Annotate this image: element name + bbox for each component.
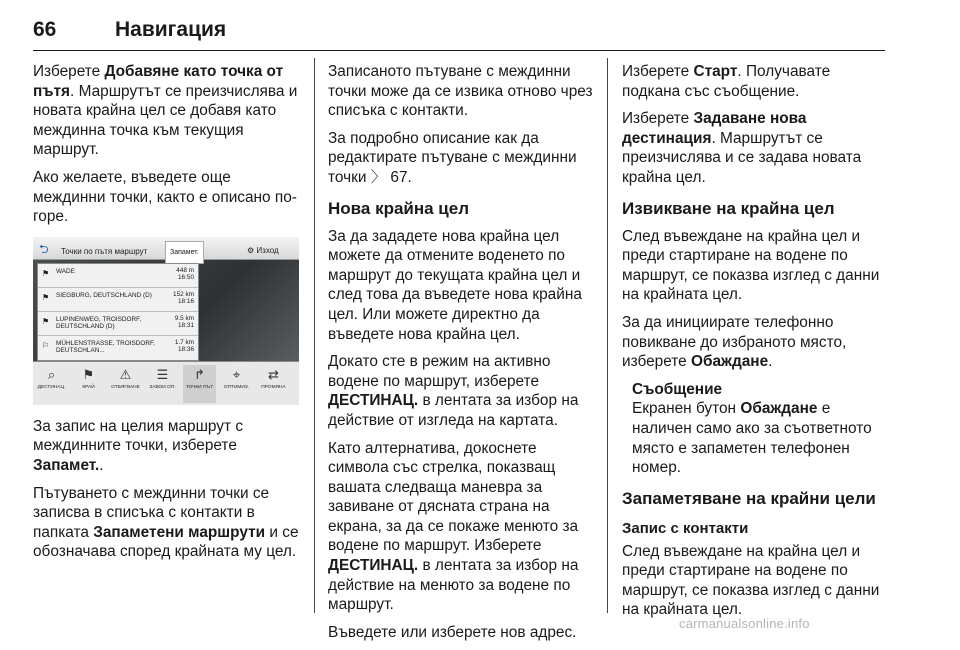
paragraph: Изберете Задаване нова дестинация. Маршрутът се преизчислява и се задава новата крайна цел. [622, 110, 862, 186]
paragraph: След въвеждане на крайна цел и преди стартиране на водене по маршрут, се показва изглед с данни на крайната цел. [622, 227, 880, 304]
page-number: 66 [33, 18, 57, 41]
column-2 [328, 62, 594, 650]
avoid-button[interactable]: ⚠ ОТБЯГВАНЕ [109, 365, 142, 403]
section-heading: Нова крайна цел [328, 198, 470, 218]
column-1 [33, 62, 299, 570]
paragraph: Пътуването с междинни точки се записва в списъка с контакти в папката Запаметени маршрути и се обозначава според крайната му цел. [33, 484, 299, 561]
page-ref-icon: 〉 [370, 168, 387, 186]
list-item[interactable]: ⚑ LUPINENWEG, TROISDORF, DEUTSCHLAND (D) 9.5 km 18:31 [38, 312, 198, 336]
search-icon: ⌕ [47, 366, 56, 382]
save-button[interactable]: Запамет. [165, 241, 204, 265]
end-flag-icon: ⚑ [82, 366, 95, 382]
note-box: Съобщение Екранен бутон Обаждане е наличен само ако за съответното място е запаметен телефонен номер. [632, 380, 892, 478]
subsection-heading: Запис с контакти [622, 519, 749, 537]
list-item[interactable]: ⚑ WADE 448 m 16:50 [38, 264, 198, 288]
waypoints-icon: ↱ [194, 366, 205, 382]
optimize-button[interactable]: ⌖ ОПТИМИЗ. [220, 365, 253, 403]
page-header [33, 18, 893, 50]
end-button[interactable]: ⚑ КРАЙ [72, 365, 105, 403]
paragraph: За подробно описание как да редактирате пътуване с междинни точки 〉 67. [328, 129, 577, 186]
list-item[interactable]: ⚐ MÜHLENSTRASSE, TROISDORF, DEUTSCHLAN... 1.7 km 18:36 [42, 338, 194, 355]
screen-title: Точки по пътя маршрут [61, 246, 148, 256]
optimize-icon: ⌖ [232, 366, 241, 382]
swap-icon: ⇄ [268, 366, 279, 382]
flag-icon: ⚑ [42, 316, 50, 326]
paragraph: Изберете Добавяне като точка от пътя. Маршрутът се преизчислява и новата крайна цел се добавя като междинна точка към текущия маршрут. [33, 63, 298, 159]
paragraph: Като алтернатива, докоснете символа със стрелка, показващ вашата следваща маневра за завиване от дясната страна на екрана, за да се покаже менюто за водене по маршрут. Изберете ДЕСТИНАЦ. в лентата за избор на действие на менюто за водене по маршрут. [328, 439, 579, 614]
paragraph: Ако желаете, въведете още междинни точки, както е описано по-горе. [33, 168, 297, 226]
paragraph: Изберете Старт. Получавате подкана със съобщение. [622, 63, 831, 100]
section-heading: Извикване на крайна цел [622, 198, 835, 218]
column-divider-2 [607, 58, 608, 613]
turns-button[interactable]: ☰ ЗАВОИ ОП. [146, 365, 179, 403]
paragraph: За да инициирате телефонно повикване до избраното място, изберете Обаждане. [622, 313, 847, 371]
waypoints-screenshot [33, 237, 299, 405]
flag-icon: ⚑ [42, 268, 50, 278]
warning-icon: ⚠ [119, 366, 132, 382]
column-3 [622, 62, 892, 628]
paragraph: За да зададете нова крайна цел можете да отмените воденето по маршрут до текущата крайна цел и след това да въведете нова крайна цел. Или можете директно да въведете нова крайна цел. [328, 227, 582, 343]
flag-icon: ⚑ [42, 292, 50, 302]
waypoint-list [37, 263, 199, 361]
list-item[interactable]: ⚑ SIEGBURG, DEUTSCHLAND (D) 152 km 18:16 [38, 288, 198, 312]
destination-button[interactable]: ⌕ ДЕСТИНАЦ. [35, 365, 68, 403]
list-icon: ☰ [156, 366, 169, 382]
destination-flag-icon: ⚐ [42, 340, 50, 350]
paragraph: За запис на целия маршрут с междинните точки, изберете Запамет.. [33, 417, 244, 474]
note-title: Съобщение [632, 380, 723, 398]
screen-title-bar [33, 237, 299, 260]
page-ref-link[interactable]: 67 [390, 168, 408, 186]
paragraph: Записаното пътуване с междинни точки може да се извика отново чрез списъка с контакти. [328, 63, 593, 120]
waypoints-button[interactable]: ↱ ТОЧКИ ПЪТ [183, 365, 216, 403]
column-divider-1 [314, 58, 315, 613]
exit-button[interactable]: ⚙ Изход [247, 245, 279, 255]
section-heading: Запаметяване на крайни цели [622, 488, 876, 508]
page-title: Навигация [115, 18, 227, 41]
change-button[interactable]: ⇄ ПРОМЯНА [257, 365, 290, 403]
action-bar [33, 361, 299, 405]
paragraph: Докато сте в режим на активно водене по маршрут, изберете ДЕСТИНАЦ. в лентата за избор на действие от изгледа на картата. [328, 353, 579, 429]
header-divider [33, 50, 885, 51]
back-arrow-icon[interactable]: ⮌ [39, 241, 49, 256]
watermark: carmanualsonline.info [679, 616, 810, 631]
paragraph: След въвеждане на крайна цел и преди стартиране на водене по маршрут, се показва изглед с данни на крайната цел. [622, 542, 880, 619]
paragraph: Въведете или изберете нов адрес. [328, 623, 577, 641]
